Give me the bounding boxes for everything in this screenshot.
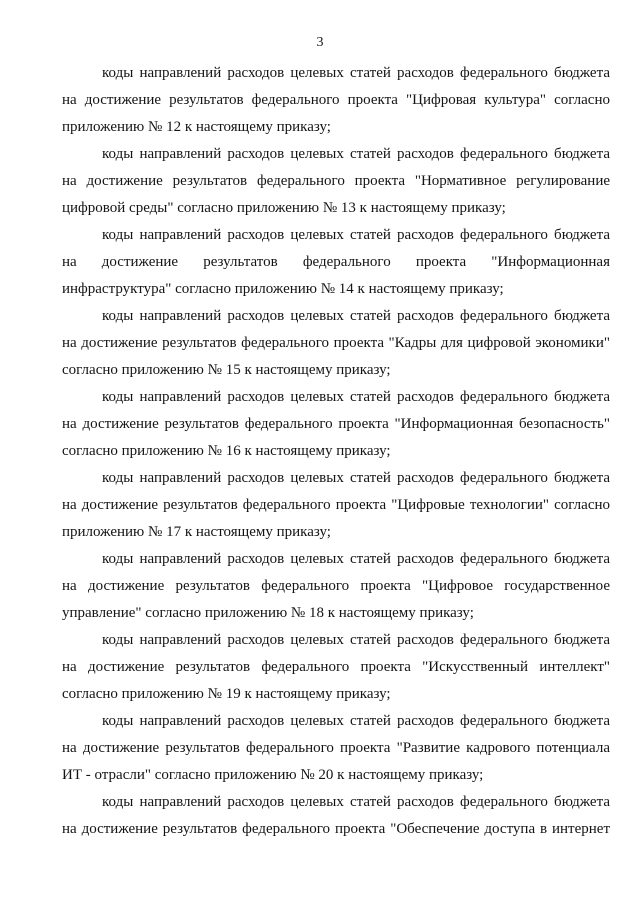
paragraph-line: коды направлений расходов целевых статей расходов федерального бюджета xyxy=(102,65,610,81)
page-number: 3 xyxy=(316,35,324,50)
paragraph-line: на достижение результатов федерального проекта "Информационная безопасность" xyxy=(62,416,610,432)
paragraph-line: согласно приложению № 19 к настоящему приказу; xyxy=(62,686,391,702)
paragraph xyxy=(62,465,610,546)
paragraph xyxy=(62,303,610,384)
paragraph-line: коды направлений расходов целевых статей расходов федерального бюджета xyxy=(102,470,610,486)
paragraph xyxy=(62,141,610,222)
paragraph-line: приложению № 17 к настоящему приказу; xyxy=(62,524,331,540)
paragraph-line: коды направлений расходов целевых статей расходов федерального бюджета xyxy=(102,389,610,405)
paragraph-line: коды направлений расходов целевых статей расходов федерального бюджета xyxy=(102,713,610,729)
paragraph-line: на достижение результатов федерального проекта "Цифровая культура" согласно xyxy=(62,92,610,108)
paragraph-line: коды направлений расходов целевых статей расходов федерального бюджета xyxy=(102,227,610,243)
paragraph-line: на достижение результатов федерального проекта "Развитие кадрового потенциала xyxy=(62,740,610,756)
paragraph-line: на достижение результатов федерального проекта "Обеспечение доступа в интернет xyxy=(62,821,610,837)
paragraph-line: приложению № 12 к настоящему приказу; xyxy=(62,119,331,135)
paragraph-line: на достижение результатов федерального проекта "Цифровое государственное xyxy=(62,578,610,594)
paragraph xyxy=(62,627,610,708)
paragraph-line: инфраструктура" согласно приложению № 14 к настоящему приказу; xyxy=(62,281,504,297)
paragraph-line: коды направлений расходов целевых статей расходов федерального бюджета xyxy=(102,146,610,162)
paragraph-line: на достижение результатов федерального проекта "Кадры для цифровой экономики" xyxy=(62,335,610,351)
paragraph-line: коды направлений расходов целевых статей расходов федерального бюджета xyxy=(102,632,610,648)
paragraph-line: согласно приложению № 16 к настоящему приказу; xyxy=(62,443,391,459)
paragraph-line: на достижение результатов федерального проекта "Информационная xyxy=(62,254,610,270)
paragraph-line: ИТ - отрасли" согласно приложению № 20 к настоящему приказу; xyxy=(62,767,484,783)
paragraph-line: коды направлений расходов целевых статей расходов федерального бюджета xyxy=(102,308,610,324)
paragraph xyxy=(62,222,610,303)
paragraph xyxy=(62,60,610,141)
paragraph xyxy=(62,789,610,843)
paragraph-line: коды направлений расходов целевых статей расходов федерального бюджета xyxy=(102,794,610,810)
paragraph-line: управление" согласно приложению № 18 к настоящему приказу; xyxy=(62,605,474,621)
paragraph-line: на достижение результатов федерального проекта "Цифровые технологии" согласно xyxy=(62,497,610,513)
document-body xyxy=(62,60,610,843)
paragraph xyxy=(62,546,610,627)
paragraph-line: согласно приложению № 15 к настоящему приказу; xyxy=(62,362,391,378)
paragraph-line: на достижение результатов федерального проекта "Искусственный интеллект" xyxy=(62,659,610,675)
paragraph xyxy=(62,708,610,789)
paragraph-line: на достижение результатов федерального проекта "Нормативное регулирование xyxy=(62,173,610,189)
paragraph-line: цифровой среды" согласно приложению № 13 к настоящему приказу; xyxy=(62,200,506,216)
paragraph-line: коды направлений расходов целевых статей расходов федерального бюджета xyxy=(102,551,610,567)
paragraph xyxy=(62,384,610,465)
